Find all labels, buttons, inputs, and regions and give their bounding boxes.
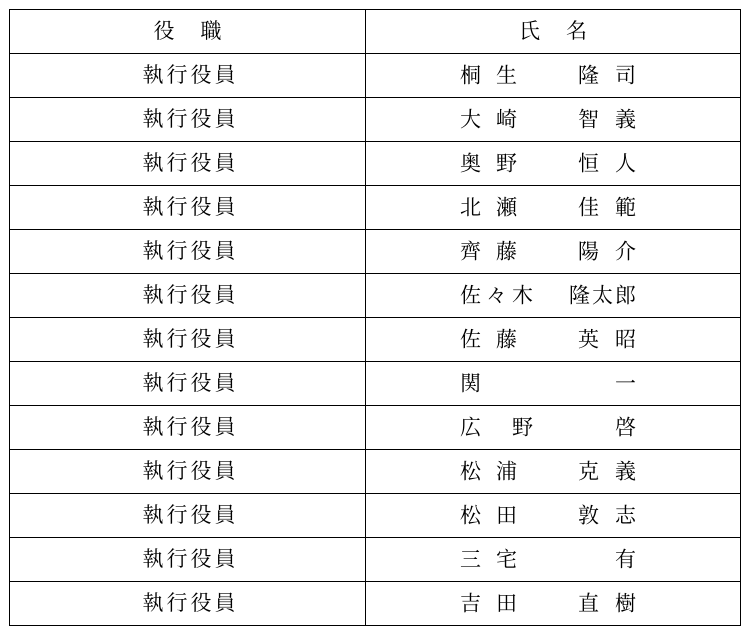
column-header-name (366, 10, 741, 54)
position-char: 役 (190, 283, 215, 307)
family-name-char: 藤 (496, 239, 517, 263)
position-char: 行 (166, 239, 191, 263)
position-cell (10, 450, 366, 494)
table-header-row (10, 10, 741, 54)
position-cell (10, 538, 366, 582)
position-char: 行 (166, 459, 191, 483)
position-char: 員 (214, 547, 239, 571)
position-char: 員 (214, 591, 239, 615)
position-char: 役 (190, 591, 215, 615)
family-name-char: 桐 (460, 63, 481, 87)
given-name-char: 敦 (578, 503, 599, 527)
name-cell (366, 142, 741, 186)
given-name (578, 153, 636, 174)
position-char: 行 (166, 63, 191, 87)
family-name-char: 々 (486, 283, 507, 307)
given-name-char: 郎 (615, 283, 636, 307)
family-name-char: 広 (460, 415, 481, 439)
given-name-char: 隆 (578, 63, 599, 87)
position-char: 執 (142, 327, 167, 351)
given-name (578, 329, 636, 350)
given-name (569, 285, 636, 306)
position-cell (10, 186, 366, 230)
given-name (615, 549, 636, 570)
position-char: 員 (214, 371, 239, 395)
table-body (10, 54, 741, 626)
table-row (10, 142, 741, 186)
family-name (460, 65, 517, 86)
table-row (10, 538, 741, 582)
table-row (10, 362, 741, 406)
family-name (460, 285, 533, 306)
name-cell (366, 54, 741, 98)
family-name-char: 田 (496, 503, 517, 527)
position-char: 員 (214, 327, 239, 351)
name-cell (366, 186, 741, 230)
position-char: 役 (190, 151, 215, 175)
position-char: 役 (190, 371, 215, 395)
family-name-char: 木 (512, 283, 533, 307)
family-name-char: 関 (460, 371, 481, 395)
table-row (10, 318, 741, 362)
position-char: 役 (190, 239, 215, 263)
header-char: 氏 (519, 19, 540, 43)
position-char: 執 (142, 63, 167, 87)
position-char: 員 (214, 503, 239, 527)
given-name-char: 範 (615, 195, 636, 219)
position-char: 執 (142, 371, 167, 395)
position-char: 役 (190, 107, 215, 131)
position-char: 員 (214, 63, 239, 87)
given-name-char: 義 (615, 107, 636, 131)
given-name (615, 373, 636, 394)
given-name-char: 昭 (615, 327, 636, 351)
position-char: 執 (142, 503, 167, 527)
family-name-char: 大 (460, 107, 481, 131)
given-name-char: 樹 (615, 591, 636, 615)
family-name (460, 241, 517, 262)
position-cell (10, 98, 366, 142)
family-name-char: 藤 (496, 327, 517, 351)
name-cell (366, 362, 741, 406)
given-name (578, 197, 636, 218)
position-char: 行 (166, 547, 191, 571)
position-char: 執 (142, 107, 167, 131)
given-name-char: 司 (615, 63, 636, 87)
family-name-char: 佐 (460, 283, 481, 307)
position-char: 員 (214, 415, 239, 439)
given-name (578, 65, 636, 86)
column-header-position (10, 10, 366, 54)
position-cell (10, 362, 366, 406)
family-name-char: 齊 (460, 239, 481, 263)
position-char: 員 (214, 283, 239, 307)
table-row (10, 274, 741, 318)
position-cell (10, 54, 366, 98)
given-name-char: 一 (615, 371, 636, 395)
family-name (460, 373, 481, 394)
given-name-char: 直 (578, 591, 599, 615)
header-char: 名 (566, 19, 587, 43)
family-name-char: 野 (512, 415, 533, 439)
position-char: 執 (142, 459, 167, 483)
given-name-char: 有 (615, 547, 636, 571)
table-row (10, 54, 741, 98)
given-name-char: 英 (578, 327, 599, 351)
position-char: 員 (214, 195, 239, 219)
family-name (460, 153, 517, 174)
position-char: 員 (214, 151, 239, 175)
family-name-char: 佐 (460, 327, 481, 351)
family-name-char: 奥 (460, 151, 481, 175)
header-char: 職 (200, 19, 222, 43)
table-row (10, 450, 741, 494)
position-char: 執 (142, 415, 167, 439)
family-name (460, 417, 533, 438)
name-cell (366, 538, 741, 582)
given-name (578, 109, 636, 130)
given-name-char: 太 (592, 283, 613, 307)
given-name (578, 593, 636, 614)
family-name-char: 浦 (496, 459, 517, 483)
position-char: 役 (190, 459, 215, 483)
given-name-char: 啓 (615, 415, 636, 439)
position-cell (10, 494, 366, 538)
family-name-char: 崎 (496, 107, 517, 131)
position-cell (10, 142, 366, 186)
position-char: 行 (166, 151, 191, 175)
officer-table (9, 9, 741, 626)
position-char: 執 (142, 195, 167, 219)
name-cell (366, 406, 741, 450)
name-cell (366, 582, 741, 626)
family-name (460, 461, 517, 482)
family-name (460, 549, 517, 570)
given-name-char: 志 (615, 503, 636, 527)
position-cell (10, 318, 366, 362)
given-name-char: 克 (578, 459, 599, 483)
position-cell (10, 582, 366, 626)
family-name (460, 505, 517, 526)
given-name-char: 智 (578, 107, 599, 131)
position-char: 員 (214, 459, 239, 483)
position-char: 執 (142, 547, 167, 571)
position-char: 役 (190, 327, 215, 351)
position-cell (10, 406, 366, 450)
family-name-char: 瀬 (496, 195, 517, 219)
family-name (460, 593, 517, 614)
position-char: 役 (190, 195, 215, 219)
position-char: 行 (166, 371, 191, 395)
given-name-char: 陽 (578, 239, 599, 263)
given-name (578, 241, 636, 262)
family-name-char: 生 (496, 63, 517, 87)
family-name-char: 宅 (496, 547, 517, 571)
table-row (10, 406, 741, 450)
family-name-char: 松 (460, 503, 481, 527)
family-name-char: 松 (460, 459, 481, 483)
position-char: 行 (166, 107, 191, 131)
position-char: 行 (166, 415, 191, 439)
position-char: 行 (166, 591, 191, 615)
name-cell (366, 450, 741, 494)
position-char: 執 (142, 283, 167, 307)
position-char: 執 (142, 151, 167, 175)
position-char: 行 (166, 283, 191, 307)
table-row (10, 582, 741, 626)
given-name-char: 隆 (569, 283, 590, 307)
family-name (460, 197, 517, 218)
position-cell (10, 230, 366, 274)
position-char: 役 (190, 547, 215, 571)
family-name-char: 吉 (460, 591, 481, 615)
name-cell (366, 494, 741, 538)
given-name-char: 人 (615, 151, 636, 175)
name-cell (366, 230, 741, 274)
family-name-char: 野 (496, 151, 517, 175)
family-name (460, 109, 517, 130)
name-cell (366, 274, 741, 318)
given-name (578, 461, 636, 482)
family-name-char: 三 (460, 547, 481, 571)
name-cell (366, 98, 741, 142)
header-char: 役 (153, 19, 175, 43)
given-name-char: 義 (615, 459, 636, 483)
position-char: 執 (142, 239, 167, 263)
table-row (10, 98, 741, 142)
position-char: 執 (142, 591, 167, 615)
family-name (460, 329, 517, 350)
position-char: 役 (190, 63, 215, 87)
position-cell (10, 274, 366, 318)
name-cell (366, 318, 741, 362)
given-name (578, 505, 636, 526)
table-row (10, 186, 741, 230)
given-name-char: 恒 (578, 151, 599, 175)
position-char: 行 (166, 327, 191, 351)
family-name-char: 田 (496, 591, 517, 615)
family-name-char: 北 (460, 195, 481, 219)
table-row (10, 230, 741, 274)
position-char: 行 (166, 503, 191, 527)
position-char: 員 (214, 239, 239, 263)
table-row (10, 494, 741, 538)
given-name (615, 417, 636, 438)
given-name-char: 佳 (578, 195, 599, 219)
given-name-char: 介 (615, 239, 636, 263)
position-char: 役 (190, 503, 215, 527)
position-char: 行 (166, 195, 191, 219)
position-char: 役 (190, 415, 215, 439)
position-char: 員 (214, 107, 239, 131)
